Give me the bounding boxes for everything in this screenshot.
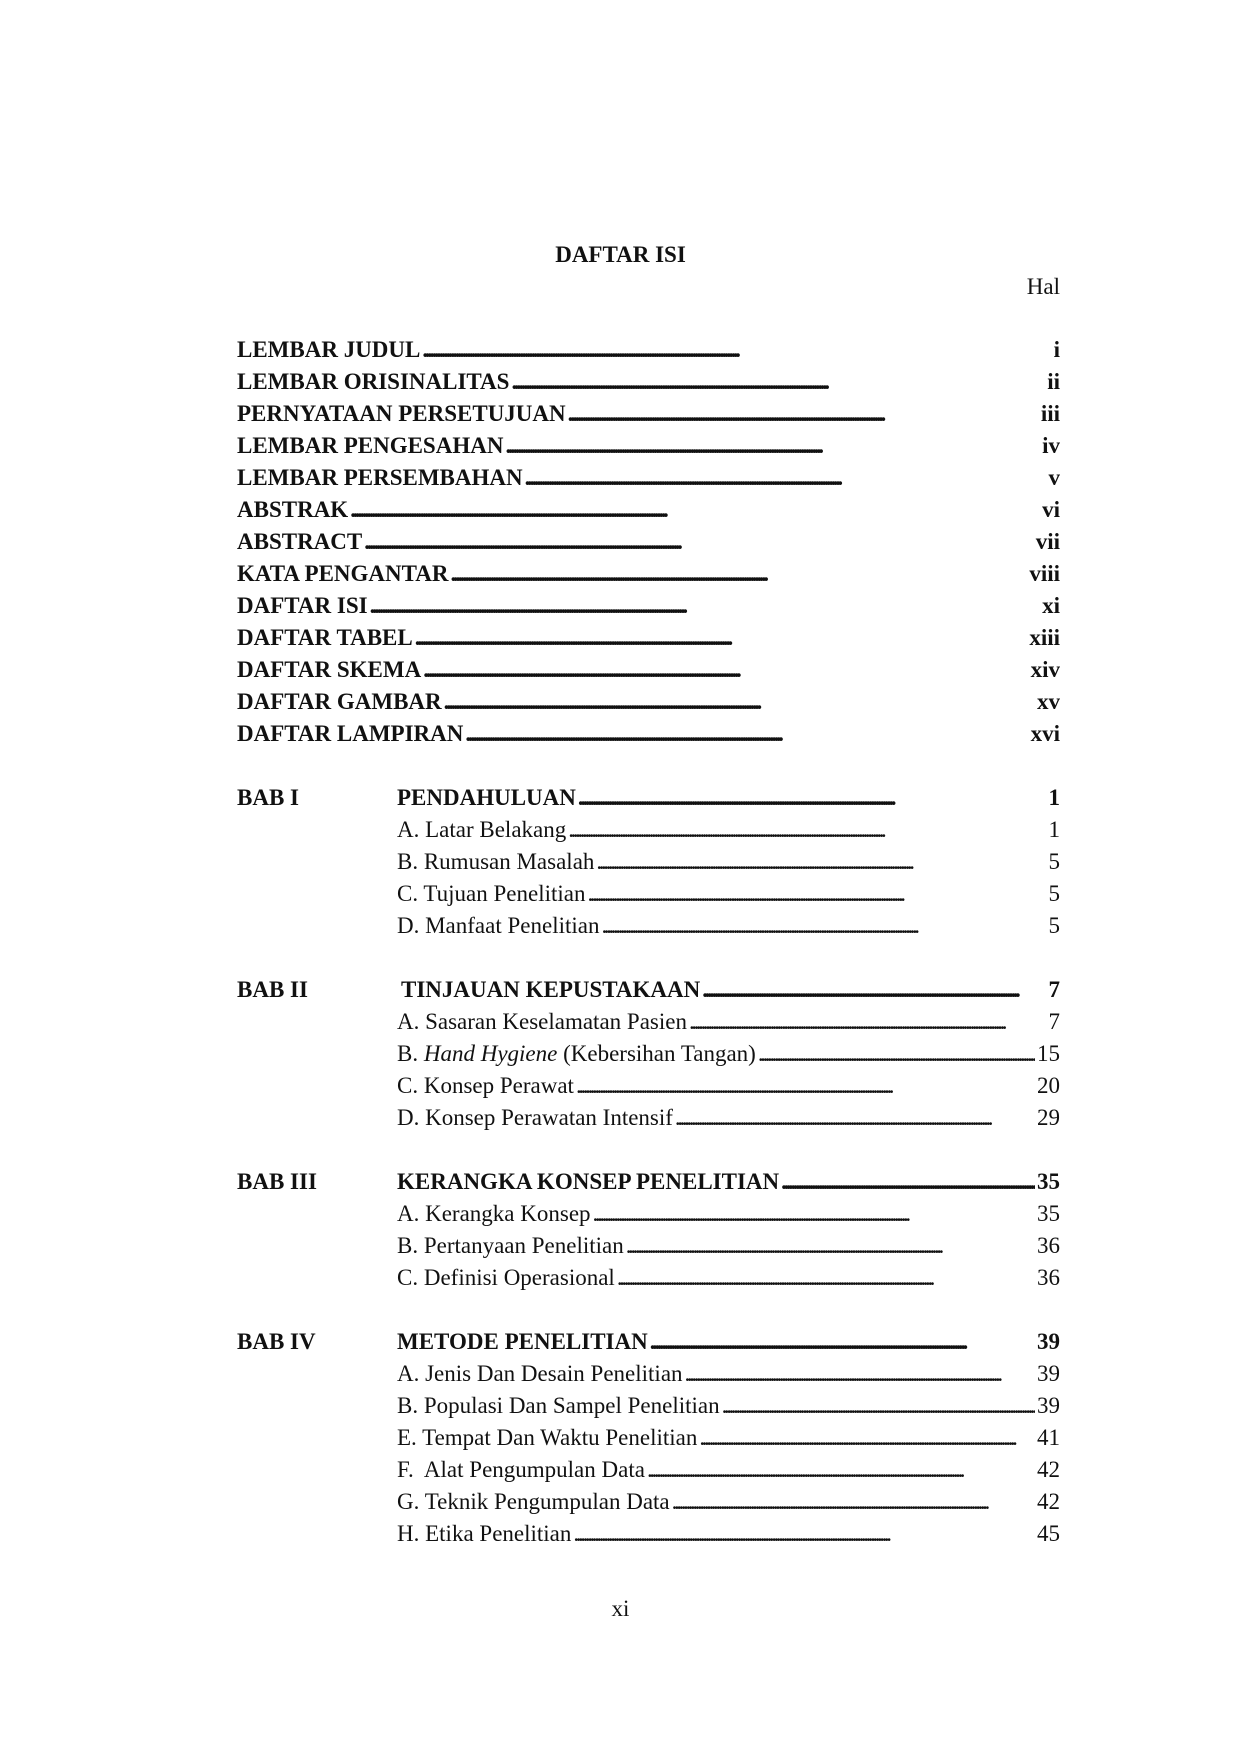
section-page: 15 [1037,1041,1060,1066]
section-page: 29 [1037,1105,1060,1130]
chapter-number: BAB I [237,785,299,810]
dot-leader [758,1037,1035,1070]
toc-entry-label: LEMBAR ORISINALITAS [237,369,510,394]
section-page: 5 [1048,881,1060,906]
toc-entry-label: ABSTRACT [237,529,363,554]
page-column-label: Hal [1026,274,1060,299]
chapter-title: TINJAUAN KEPUSTAKAAN [401,977,701,1002]
dot-leader [444,685,1035,718]
toc-entry-page: v [1048,465,1060,490]
section-label: A. Latar Belakang [397,817,567,842]
toc-entry [237,589,1060,622]
toc-entry-page: xiii [1029,625,1060,650]
toc-entry-label: LEMBAR PENGESAHAN [237,433,504,458]
section-entry [397,1261,1060,1294]
section-page: 1 [1048,817,1060,842]
chapter-heading [237,781,1060,814]
chapter-heading [237,973,1060,1006]
toc-entry-label: LEMBAR JUDUL [237,337,421,362]
toc-entry [237,685,1060,718]
section-page: 7 [1048,1009,1060,1034]
toc-entry-page: xvi [1030,721,1060,746]
section-entry [397,1357,1060,1390]
toc-entry [237,621,1060,654]
dot-leader [650,1325,1035,1358]
toc-entry-page: iv [1042,433,1060,458]
dot-leader [578,781,1047,814]
section-label: D. Konsep Perawatan Intensif [397,1105,673,1130]
toc-entry [237,557,1060,590]
section-page: 45 [1037,1521,1060,1546]
section-entry [397,1453,1060,1486]
toc-entry-page: vii [1035,529,1060,554]
section-entry [397,1037,1060,1070]
section-entry [397,1485,1060,1518]
dot-leader [593,1197,1035,1230]
section-label: E. Tempat Dan Waktu Penelitian [397,1425,698,1450]
section-page: 42 [1037,1489,1060,1514]
chapter-number: BAB IV [237,1329,316,1354]
section-entry [397,1421,1060,1454]
dot-leader [568,397,1039,430]
dot-leader [415,621,1028,654]
chapter-page: 7 [1048,977,1060,1002]
section-entry [397,1229,1060,1262]
section-label: B. Rumusan Masalah [397,849,595,874]
toc-entry-page: xiv [1030,657,1060,682]
section-label: B. Populasi Dan Sampel Penelitian [397,1393,720,1418]
dot-leader [685,1357,1035,1390]
dot-leader [596,845,1046,878]
dot-leader [576,1069,1035,1102]
chapter-heading [237,1165,1060,1198]
dot-leader [588,877,1047,910]
toc-entry [237,493,1060,526]
section-entry [397,1005,1060,1038]
section-label: A. Sasaran Keselamatan Pasien [397,1009,687,1034]
chapter-number: BAB II [237,977,308,1002]
toc-entry-page: iii [1040,401,1060,426]
section-label: D. Manfaat Penelitian [397,913,600,938]
dot-leader [647,1453,1035,1486]
dot-leader [370,589,1041,622]
dot-leader [626,1229,1035,1262]
toc-entry [237,525,1060,558]
section-entry [397,1197,1060,1230]
toc-entry-page: i [1053,337,1060,362]
dot-leader [350,493,1040,526]
toc-entry-page: xv [1037,689,1060,714]
section-entry [397,909,1060,942]
section-page: 39 [1037,1393,1060,1418]
toc-entry [237,429,1060,462]
chapter-title: PENDAHULUAN [397,785,576,810]
section-page: 42 [1037,1457,1060,1482]
dot-leader [511,365,1045,398]
section-label: C. Tujuan Penelitian [397,881,586,906]
chapter-heading [237,1325,1060,1358]
toc-entry [237,717,1060,750]
chapter-title: KERANGKA KONSEP PENELITIAN [397,1169,780,1194]
section-label: G. Teknik Pengumpulan Data [397,1489,670,1514]
dot-leader [364,525,1033,558]
section-label: B. Pertanyaan Penelitian [397,1233,624,1258]
section-page: 20 [1037,1073,1060,1098]
section-page: 36 [1037,1233,1060,1258]
section-entry [397,877,1060,910]
chapter-page: 39 [1037,1329,1060,1354]
toc-entry-label: DAFTAR SKEMA [237,657,422,682]
toc-entry-label: PERNYATAAN PERSETUJUAN [237,401,566,426]
section-page: 35 [1037,1201,1060,1226]
section-label: B. Hand Hygiene (Kebersihan Tangan) [397,1041,756,1066]
section-label: A. Kerangka Konsep [397,1201,591,1226]
dot-leader [781,1165,1035,1198]
chapter-number: BAB III [237,1169,317,1194]
section-entry [397,845,1060,878]
section-entry [397,1389,1060,1422]
section-label: H. Etika Penelitian [397,1521,572,1546]
section-entry [397,813,1060,846]
italic-term: Hand Hygiene [423,1041,558,1066]
toc-entry [237,397,1060,430]
page-number-footer: xi [611,1596,630,1621]
section-entry [397,1101,1060,1134]
section-label: A. Jenis Dan Desain Penelitian [397,1361,683,1386]
dot-leader [702,973,1046,1006]
dot-leader [722,1389,1035,1422]
toc-entry-label: DAFTAR TABEL [237,625,413,650]
section-label: C. Konsep Perawat [397,1073,574,1098]
toc-entry [237,461,1060,494]
page-title: DAFTAR ISI [555,242,686,267]
toc-entry-page: viii [1029,561,1060,586]
chapter-page: 1 [1048,785,1060,810]
dot-leader [699,1421,1035,1454]
dot-leader [422,333,1051,366]
toc-entry [237,365,1060,398]
dot-leader [672,1485,1035,1518]
dot-leader [573,1517,1035,1550]
section-page: 39 [1037,1361,1060,1386]
toc-entry-label: DAFTAR GAMBAR [237,689,442,714]
dot-leader [525,461,1047,494]
section-label: F. Alat Pengumpulan Data [397,1457,645,1482]
chapter-page: 35 [1037,1169,1060,1194]
dot-leader [423,653,1028,686]
dot-leader [617,1261,1035,1294]
toc-entry-label: ABSTRAK [237,497,349,522]
toc-entry [237,333,1060,366]
section-entry [397,1517,1060,1550]
dot-leader [675,1101,1035,1134]
dot-leader [465,717,1028,750]
toc-entry [237,653,1060,686]
toc-entry-page: ii [1047,369,1060,394]
toc-entry-page: xi [1042,593,1060,618]
dot-leader [505,429,1040,462]
toc-entry-label: DAFTAR ISI [237,593,368,618]
dot-leader [601,909,1046,942]
section-page: 36 [1037,1265,1060,1290]
toc-entry-page: vi [1042,497,1060,522]
section-page: 5 [1048,913,1060,938]
dot-leader [568,813,1046,846]
toc-entry-label: DAFTAR LAMPIRAN [237,721,464,746]
dot-leader [689,1005,1047,1038]
toc-entry-label: LEMBAR PERSEMBAHAN [237,465,523,490]
section-page: 41 [1037,1425,1060,1450]
dot-leader [450,557,1027,590]
toc-entry-label: KATA PENGANTAR [237,561,449,586]
section-label: C. Definisi Operasional [397,1265,615,1290]
chapter-title: METODE PENELITIAN [397,1329,648,1354]
section-entry [397,1069,1060,1102]
section-page: 5 [1048,849,1060,874]
